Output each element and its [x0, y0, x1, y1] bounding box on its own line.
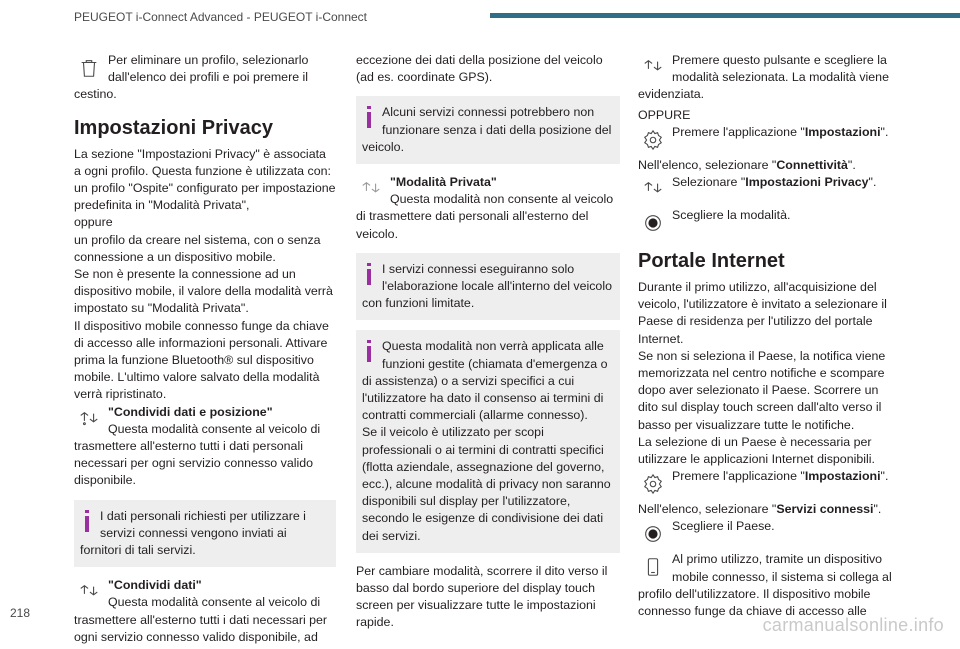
- notice-personal-data-text: I dati personali richiesti per utilizzare i servizi connessi vengono inviati ai fornitori di tali servizi.: [80, 508, 306, 558]
- privacy-share-icon: [74, 406, 104, 434]
- settings-app-block: [638, 124, 900, 154]
- settings-suffix: ".: [880, 124, 889, 139]
- private-mode-text: Questa modalità non consente al veicolo di trasmettere dati personali all'esterno del veicolo.: [356, 192, 614, 241]
- privacy-suffix: ".: [868, 175, 877, 190]
- share-data-title: "Condividi dati": [108, 578, 202, 593]
- radio-selected-icon: [638, 209, 668, 237]
- connectivity-label: Connettività: [776, 157, 848, 172]
- choose-country-text: Scegliere il Paese.: [672, 519, 775, 534]
- info-icon: [362, 104, 378, 130]
- choose-mode-block: [638, 207, 900, 237]
- privacy-share-icon: [74, 579, 104, 607]
- notice-exceptions: [356, 330, 620, 552]
- header-title: PEUGEOT i-Connect Advanced - PEUGEOT i-Connect: [74, 10, 368, 24]
- privacy-private-icon: [356, 176, 386, 204]
- delete-profile-instruction: [74, 52, 336, 104]
- info-icon: [80, 508, 96, 534]
- notice-local-processing-text: I servizi connessi eseguiranno solo l'elaborazione locale all'interno del veicolo con funzioni limitate.: [362, 261, 612, 311]
- settings-prefix: Premere l'applicazione ": [672, 124, 805, 139]
- services-prefix: Nell'elenco, selezionare ": [638, 502, 777, 517]
- select-privacy-block: [638, 174, 900, 204]
- oppure-text: OPPURE: [638, 107, 691, 122]
- first-use-text: Al primo utilizzo, tramite un dispositivo mobile connesso, il sistema si collega al profilo dell'utilizzatore. Il dispositivo mobile connesso funge da chiave di accesso alle: [638, 552, 892, 619]
- notice-local-processing: [356, 253, 620, 321]
- delete-profile-text: Per eliminare un profilo, selezionarlo dall'elenco dei profili e poi premere il cestino.: [74, 53, 309, 102]
- settings-gear-icon: [638, 126, 668, 154]
- settings-app-block-2: [638, 468, 900, 498]
- privacy-prefix: Selezionare ": [672, 175, 746, 190]
- privacy-heading: Impostazioni Privacy: [74, 116, 273, 139]
- privacy-share-icon: [638, 54, 668, 82]
- choose-country-block: [638, 518, 900, 548]
- press-button-text: Premere questo pulsante e scegliere la modalità selezionata. La modalità viene evidenziata.: [638, 53, 889, 102]
- choose-mode-text: Scegliere la modalità.: [672, 208, 791, 223]
- first-use-block: [638, 551, 900, 620]
- trash-icon: [74, 54, 104, 82]
- page-number: 218: [10, 606, 31, 620]
- notice-personal-data: [74, 500, 336, 568]
- change-mode-text: Per cambiare modalità, scorrere il dito verso il basso dal bordo superiore del display touch screen per visualizzare tutte le impostazioni rapide.: [356, 563, 608, 630]
- portal-heading: Portale Internet: [638, 250, 785, 273]
- info-icon: [362, 261, 378, 287]
- connectivity-prefix: Nell'elenco, selezionare ": [638, 157, 777, 172]
- share-data-position-text: Questa modalità consente al veicolo di trasmettere all'esterno tutti i dati personali necessari per ogni servizio connesso valido disponibile.: [74, 421, 321, 488]
- header-accent-bar: [490, 13, 960, 18]
- radio-selected-icon: [638, 520, 668, 548]
- share-data-block: [74, 577, 336, 646]
- privacy-share-icon: [638, 176, 668, 204]
- smartphone-icon: [638, 553, 668, 581]
- column-3: [638, 52, 900, 623]
- page-header: [0, 0, 960, 40]
- notice-location: [356, 96, 620, 164]
- press-button-block: [638, 52, 900, 104]
- services-label: Servizi connessi: [776, 502, 874, 517]
- watermark: carmanualsonline.info: [762, 615, 944, 635]
- share-data-text: Questa modalità consente al veicolo di trasmettere all'esterno tutti i dati necessari per ogni servizio connesso valido disponibile, ad: [74, 595, 328, 644]
- column-2: [356, 52, 620, 632]
- portal-description: Durante il primo utilizzo, all'acquisizione del veicolo, l'utilizzatore è invitato a selezionare il Paese di residenza per l'utilizzo del portale Internet. Se non si seleziona il Paese, la notifica viene memorizzata nel centro notifiche e scompare dopo aver selezionato il Paese. Scorrere un dito sul display touch screen dall'alto verso il basso per visualizzare tutte le notifiche. La selezione di un Paese è necessaria per utilizzare le applicazioni Internet disponibili.: [638, 280, 887, 467]
- share-data-position-title: "Condividi dati e posizione": [108, 404, 273, 419]
- settings-label: Impostazioni: [804, 124, 881, 139]
- privacy-description: La sezione "Impostazioni Privacy" è associata a ogni profilo. Questa funzione è utilizzata con: un profilo "Ospite" configurato per impostazione predefinita in "Modalità Privata", oppure un profilo da creare nel sistema, con o senza connessione a un dispositivo mobile. Se non è presente la connessione ad un dispositivo mobile, il valore della modalità verrà impostato su "Modalità Privata". Il dispositivo mobile connesso funge da chiave di accesso alle informazioni personali. Attivare prima la funzione Bluetooth® sul dispositivo mobile. L'ultimo valore salvato della modalità verrà ripristinato.: [74, 146, 336, 402]
- settings2-label: Impostazioni: [804, 469, 881, 484]
- continued-text: eccezione dei dati della posizione del veicolo (ad es. coordinate GPS).: [356, 53, 603, 85]
- settings2-prefix: Premere l'applicazione ": [672, 469, 805, 484]
- settings-gear-icon: [638, 470, 668, 498]
- private-mode-title: "Modalità Privata": [390, 175, 497, 190]
- settings2-suffix: ".: [880, 469, 889, 484]
- notice-location-text: Alcuni servizi connessi potrebbero non funzionare senza i dati della posizione del veicolo.: [362, 105, 612, 154]
- services-suffix: ".: [873, 502, 882, 517]
- private-mode-block: [356, 174, 620, 243]
- notice-exceptions-text: Questa modalità non verrà applicata alle funzioni gestite (chiamata d'emergenza o di assistenza) o a servizi specifici a cui l'utilizzatore ha dato il consenso ai termini di contratti commerciali (allarme connesso). Se il veicolo è utilizzato per scopi professionali o ai termini di contratti specifici (flotta aziendale, assegnazione del governo, ecc.), alcune modalità di privacy non saranno disponibili sul display per l'utilizzatore, secondo le esigenze di condivisione dei dati dei servizi.: [362, 339, 611, 543]
- connectivity-suffix: ".: [847, 157, 856, 172]
- info-icon: [362, 338, 378, 364]
- column-1: [74, 52, 336, 649]
- privacy-label: Impostazioni Privacy: [745, 175, 869, 190]
- share-data-position-block: [74, 404, 336, 490]
